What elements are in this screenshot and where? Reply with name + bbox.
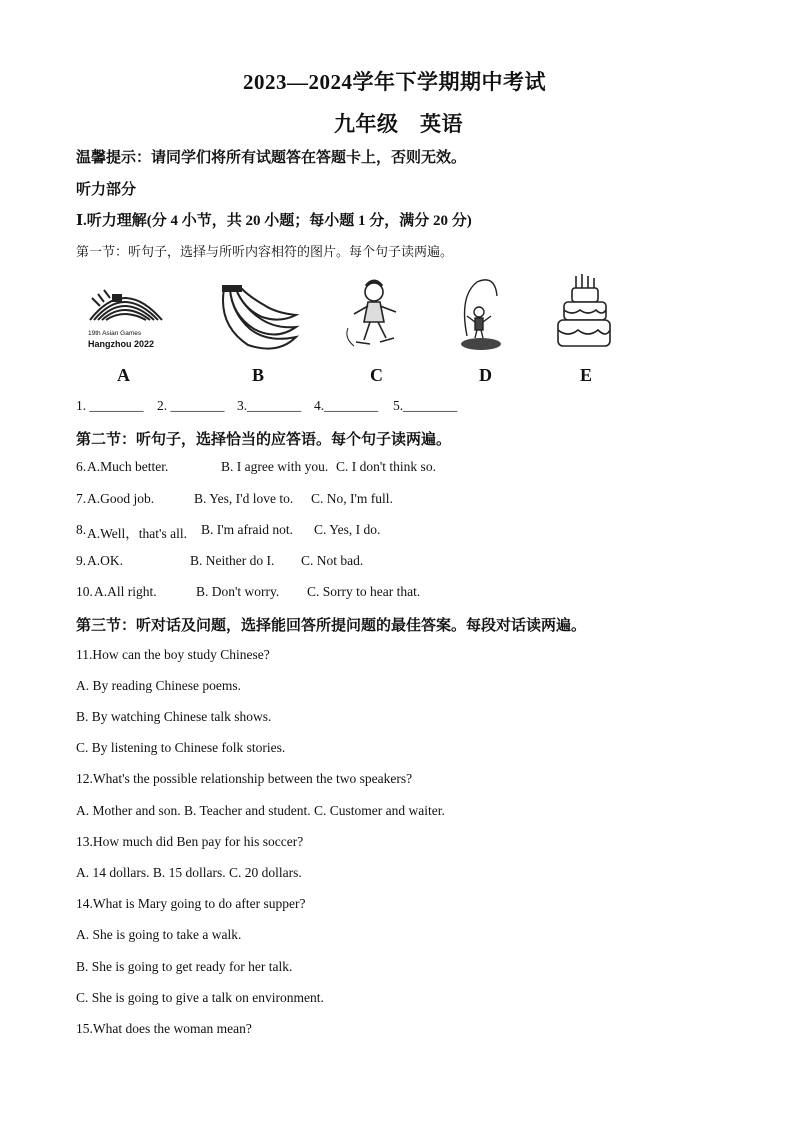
exam-title: 2023—2024学年下学期期中考试	[243, 70, 546, 94]
question-13-options[interactable]: A. 14 dollars. B. 15 dollars. C. 20 dollars.	[76, 865, 302, 880]
picture-letter-e: E	[580, 365, 593, 385]
question-12-options[interactable]: A. Mother and son. B. Teacher and student. C. Customer and waiter.	[76, 803, 445, 818]
asian-games-logo-picture	[84, 280, 168, 352]
exam-subtitle: 九年级 英语	[334, 112, 463, 136]
question-number: 6.	[76, 459, 87, 474]
answer-blank-3[interactable]: 3.________	[237, 398, 302, 413]
option-c[interactable]: C. No, I'm full.	[311, 491, 393, 506]
cake-picture	[556, 272, 612, 354]
option-a[interactable]: A.OK.	[87, 553, 123, 568]
option-c[interactable]: C. Yes, I do.	[314, 522, 381, 537]
birthday-cake-icon	[556, 272, 612, 354]
section3-instruction: 第三节：听对话及问题，选择能回答所提问题的最佳答案。每段对话读两遍。	[76, 618, 587, 634]
question-14-stem: 14.What is Mary going to do after supper?	[76, 896, 306, 911]
answer-blank-2[interactable]: 2. ________	[157, 398, 225, 413]
picture-letter-d: D	[479, 365, 492, 385]
section1-instruction: 第一节：听句子，选择与所听内容相符的图片。每个句子读两遍。	[76, 245, 454, 260]
option-c[interactable]: C. Not bad.	[301, 553, 364, 568]
picture-letter-b: B	[252, 365, 265, 385]
option-b[interactable]: B. Don't worry.	[196, 584, 280, 599]
question-14-option-c[interactable]: C. She is going to give a talk on environment.	[76, 990, 324, 1005]
question-11-option-b[interactable]: B. By watching Chinese talk shows.	[76, 709, 272, 724]
question-number: 9.	[76, 553, 87, 568]
option-b[interactable]: B. I agree with you.	[221, 459, 329, 474]
jump-rope-picture	[455, 276, 515, 354]
question-11-option-c[interactable]: C. By listening to Chinese folk stories.	[76, 740, 286, 755]
option-b[interactable]: B. Yes, I'd love to.	[194, 491, 294, 506]
question-14-option-a[interactable]: A. She is going to take a walk.	[76, 927, 242, 942]
question-number: 8.	[76, 522, 87, 537]
option-a[interactable]: A.All right.	[94, 584, 157, 599]
answer-blank-1[interactable]: 1. ________	[76, 398, 144, 413]
bananas-icon	[218, 285, 300, 353]
question-13-stem: 13.How much did Ben pay for his soccer?	[76, 834, 304, 849]
question-14-option-b[interactable]: B. She is going to get ready for her talk.	[76, 959, 293, 974]
question-12-stem: 12.What's the possible relationship between the two speakers?	[76, 771, 413, 786]
question-number: 7.	[76, 491, 87, 506]
option-b[interactable]: B. I'm afraid not.	[201, 522, 294, 537]
option-c[interactable]: C. I don't think so.	[336, 459, 436, 474]
option-c[interactable]: C. Sorry to hear that.	[307, 584, 421, 599]
bananas-picture	[218, 285, 300, 353]
option-a[interactable]: A.Well，that's all.	[87, 526, 187, 541]
logo-caption-line1: 19th Asian Games	[88, 330, 142, 337]
notice: 温馨提示：请同学们将所有试题答在答题卡上，否则无效。	[76, 150, 467, 166]
answer-blank-4[interactable]: 4.________	[314, 398, 379, 413]
picture-letter-c: C	[370, 365, 383, 385]
child-ice-skating-icon	[340, 276, 406, 354]
skating-picture	[340, 276, 406, 354]
picture-letter-a: A	[117, 365, 130, 385]
option-b[interactable]: B. Neither do I.	[190, 553, 275, 568]
question-11-option-a[interactable]: A. By reading Chinese poems.	[76, 678, 241, 693]
part1-heading: Ⅰ.听力理解(分 4 小节，共 20 小题；每小题 1 分，满分 20 分)	[76, 213, 472, 229]
option-a[interactable]: A.Much better.	[87, 459, 169, 474]
child-jumping-rope-icon	[455, 276, 515, 354]
section2-instruction: 第二节：听句子，选择恰当的应答语。每个句子读两遍。	[76, 432, 452, 448]
logo-caption-line2: Hangzhou 2022	[88, 339, 155, 349]
listening-heading: 听力部分	[76, 182, 137, 198]
question-number: 10.	[76, 584, 93, 599]
answer-blank-5[interactable]: 5.________	[393, 398, 458, 413]
question-11-stem: 11.How can the boy study Chinese?	[76, 647, 270, 662]
question-15-stem: 15.What does the woman mean?	[76, 1021, 252, 1036]
option-a[interactable]: A.Good job.	[87, 491, 155, 506]
